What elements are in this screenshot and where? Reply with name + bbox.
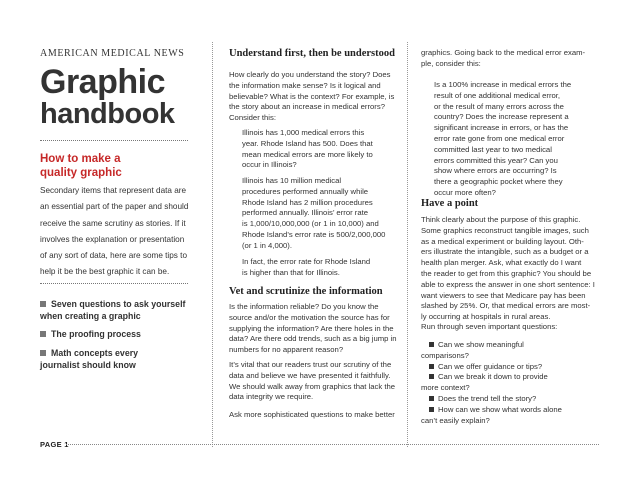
intro-line: involves the explanation or presentation (40, 234, 185, 244)
intro-paragraph (40, 183, 190, 281)
toc-item-label: journalist should know (40, 360, 136, 370)
square-bullet-icon (429, 396, 434, 401)
square-bullet-icon (429, 364, 434, 369)
body-line: the story about an increase in medical errors? (229, 102, 385, 112)
subhead-line: quality graphic (40, 167, 122, 179)
example-line: committed last year to two medical (434, 144, 552, 154)
body-line: data? Are there odd trends, such as a big jump in (229, 334, 397, 344)
intro-line: an essential part of the paper and should (40, 202, 189, 212)
intro-rule (40, 283, 188, 284)
body-line: graphics. Going back to the medical error exam- (421, 48, 586, 57)
body-line: It’s vital that our readers trust our scrutiny of the (229, 360, 392, 369)
example-line: is higher than that for Illinois. (242, 267, 340, 277)
list-item-text: Can we break it down to provide (438, 372, 548, 382)
body-line: ers illustrate the intangible, such as a budget or a (421, 247, 589, 257)
example-line: occur more often? (434, 187, 496, 197)
square-bullet-icon (429, 374, 434, 379)
example-block (242, 128, 402, 171)
page-number: PAGE 1 (40, 440, 69, 449)
body-paragraph (421, 215, 601, 323)
subhead-line: How to make a (40, 153, 121, 165)
body-line: Is the information reliable? Do you know the (229, 302, 379, 311)
body-paragraph (229, 360, 404, 403)
body-line: slashed by 25%. Or, that medical errors are most- (421, 301, 591, 311)
example-line: year. Rhode Island has 500. Does that (242, 138, 373, 148)
list-item-text: Can we offer guidance or tips? (438, 361, 543, 371)
example-line: occur in Illinois? (242, 160, 297, 170)
square-bullet-icon (40, 350, 46, 356)
toc-item-math-concepts[interactable] (40, 347, 190, 371)
section-heading: Understand first, then be understood (229, 48, 395, 59)
body-line: believable? What is the context? For example, is (229, 91, 395, 101)
body-line: the information make sense? Is it logical and (229, 80, 381, 90)
example-line: Rhode Island has 2 million procedures (242, 197, 373, 207)
list-item: can’t easily explain? (421, 415, 490, 425)
toc-item-label: Math concepts every (51, 348, 139, 358)
example-line: (or 1 in 4,000). (242, 240, 292, 250)
body-line: health plan merger. Ask, what exactly do I want (421, 258, 582, 268)
intro-line: receive the same scrutiny as stories. If it (40, 218, 186, 228)
column-divider (407, 42, 408, 447)
body-line: numbers for no apparent reason? (229, 345, 344, 355)
example-block (242, 257, 402, 279)
toc-item-proofing[interactable] (40, 328, 190, 340)
example-line: Rhode Island’s error rate is 500/2,000,000 (242, 229, 386, 239)
example-line: result of one additional medical error, (434, 90, 561, 100)
example-block (434, 80, 602, 199)
square-bullet-icon (429, 407, 434, 412)
questions-list (421, 340, 601, 426)
body-line: supplying the information? Are there holes in the (229, 323, 394, 333)
list-item-text: Can we show meaningful (438, 340, 524, 349)
intro-line: of any sort of data, here are some tips to (40, 251, 187, 261)
body-paragraph (229, 410, 404, 421)
toc-item-label: Seven questions to ask yourself (51, 299, 186, 309)
square-bullet-icon (429, 342, 434, 347)
example-line: significant increase in errors, or has the (434, 123, 569, 133)
example-line: mean medical errors are more likely to (242, 149, 373, 159)
intro-line: help it be the best graphic it can be. (40, 267, 170, 277)
example-line: In fact, the error rate for Rhode Island (242, 257, 371, 266)
body-line: We should walk away from graphics that lack the (229, 381, 396, 391)
handbook-title-line1: Graphic (40, 63, 165, 101)
body-line: Think clearly about the purpose of this graphic. (421, 215, 581, 224)
square-bullet-icon (40, 301, 46, 307)
section-subhead (40, 152, 188, 180)
body-line: How clearly do you understand the story? Does (229, 70, 391, 79)
example-line: errors committed this year? Can you (434, 155, 558, 165)
list-item (421, 340, 601, 351)
toc-item-label: The proofing process (51, 329, 141, 339)
list-item (421, 394, 601, 405)
title-rule (40, 140, 188, 141)
example-line: performed annually. Illinois’ error rate (242, 208, 369, 218)
example-line: error rate gone from one medical error (434, 133, 565, 143)
section-heading: Have a point (421, 198, 479, 209)
list-item: more context? (421, 383, 470, 393)
example-line: show where errors are occurring? Is (434, 166, 557, 176)
body-line: want viewers to see that Medicare pay has been (421, 290, 586, 300)
body-line: Ask more sophisticated questions to make better (229, 410, 395, 419)
example-line: there a geographic pocket where they (434, 177, 563, 187)
body-line: data integrity we require. (229, 392, 314, 402)
body-paragraph (229, 70, 404, 124)
intro-line: Secondary items that represent data are (40, 186, 187, 195)
body-line: ly occurring at hospitals in rural areas. (421, 312, 551, 322)
publication-name: AMERICAN MEDICAL NEWS (40, 48, 185, 59)
column-divider (212, 42, 213, 447)
example-block (242, 176, 402, 252)
toc-item-label: when creating a graphic (40, 311, 141, 321)
body-paragraph (229, 302, 404, 356)
example-line: is 1,000/10,000,000 (or 1 in 10,000) and (242, 219, 379, 229)
list-item (421, 405, 601, 416)
example-line: Illinois has 1,000 medical errors this (242, 128, 365, 137)
list-item-text: How can we show what words alone (438, 404, 562, 414)
list-item: comparisons? (421, 350, 469, 360)
list-item (421, 372, 601, 383)
example-line: procedures performed annually while (242, 186, 369, 196)
square-bullet-icon (40, 331, 46, 337)
body-line: as a medical experiment or building layout. Oth- (421, 236, 584, 246)
body-line: data and believe we have presented it faithfully. (229, 370, 391, 380)
list-item-text: Does the trend tell the story? (438, 393, 537, 403)
toc-item-seven-questions[interactable] (40, 298, 190, 322)
body-line: Some graphics reconstruct tangible images, such (421, 225, 589, 235)
body-line: ple, consider this: (421, 58, 481, 68)
example-line: Is a 100% increase in medical errors the (434, 80, 572, 89)
list-item (421, 362, 601, 373)
example-line: or the result of many errors across the (434, 101, 564, 111)
example-line: country? Does the increase represent a (434, 112, 569, 122)
footer-rule (66, 444, 599, 445)
section-heading: Vet and scrutinize the information (229, 286, 383, 297)
body-paragraph: Run through seven important questions: (421, 322, 558, 331)
body-line: able to express the answer in one short sentence: I (421, 279, 595, 289)
body-line: Consider this: (229, 113, 276, 123)
body-line: the reader to get from this graphic? You should be (421, 268, 592, 278)
handbook-title-line2: handbook (40, 98, 175, 130)
body-paragraph (421, 48, 601, 70)
example-line: Illinois has 10 million medical (242, 176, 342, 185)
body-line: source and/or the motivation the source has for (229, 312, 390, 322)
